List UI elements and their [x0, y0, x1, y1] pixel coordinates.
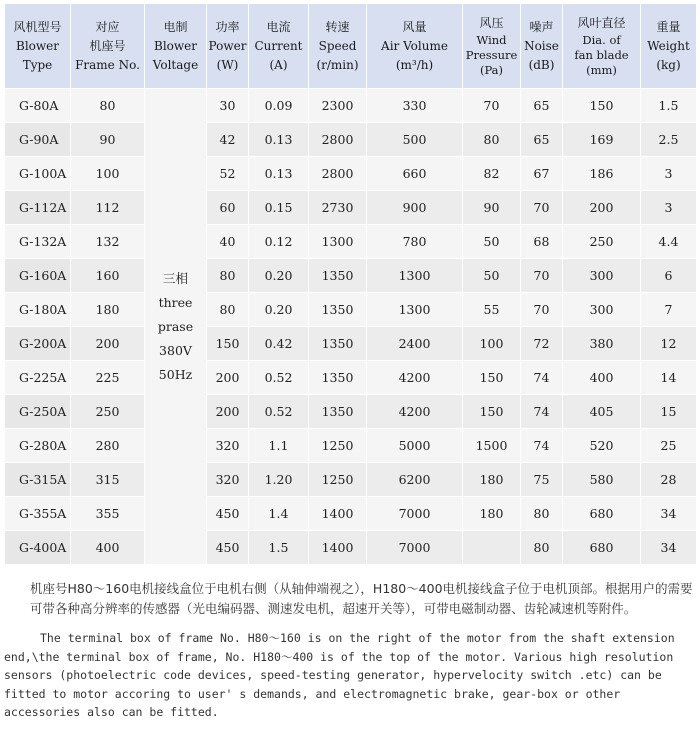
cell-weight: 25	[641, 429, 697, 463]
cell-noise: 68	[521, 225, 563, 259]
cell-blower-type: G-225A	[5, 361, 71, 395]
header-label-en: Frame No.	[75, 57, 140, 72]
cell-speed: 1400	[309, 497, 367, 531]
cell-wind-pressure: 1500	[463, 429, 521, 463]
cell-wind-pressure: 80	[463, 123, 521, 157]
header-label-en: Current	[254, 38, 303, 53]
header-power	[207, 4, 249, 89]
cell-power: 200	[207, 361, 249, 395]
header-current	[249, 4, 309, 89]
cell-weight: 2.5	[641, 123, 697, 157]
cell-noise: 70	[521, 191, 563, 225]
header-wind-pressure	[463, 4, 521, 89]
cell-power: 200	[207, 395, 249, 429]
cell-wind-pressure: 150	[463, 395, 521, 429]
cell-frame-no: 80	[71, 89, 145, 123]
table-row	[5, 327, 697, 361]
cell-fan-blade-dia: 520	[563, 429, 641, 463]
cell-current: 1.20	[249, 463, 309, 497]
header-air-volume	[367, 4, 463, 89]
cell-weight: 3	[641, 191, 697, 225]
cell-frame-no: 400	[71, 531, 145, 565]
table-row	[5, 123, 697, 157]
voltage-line: three	[158, 294, 193, 310]
header-label-en: 机座号	[89, 38, 126, 53]
header-label-en: (dB)	[528, 57, 555, 72]
cell-power: 40	[207, 225, 249, 259]
header-label-en: Pressure	[465, 48, 518, 62]
header-label-en: Type	[22, 57, 53, 72]
header-label-en: (mm)	[586, 63, 617, 77]
cell-blower-type: G-160A	[5, 259, 71, 293]
header-label-en: (Pa)	[479, 63, 504, 77]
cell-blower-type: G-90A	[5, 123, 71, 157]
header-label-en: Power	[208, 38, 247, 53]
voltage-label-zh: 三相	[162, 270, 188, 286]
cell-speed: 1250	[309, 463, 367, 497]
cell-fan-blade-dia: 300	[563, 293, 641, 327]
cell-blower-type: G-400A	[5, 531, 71, 565]
cell-air-volume: 1300	[367, 259, 463, 293]
cell-wind-pressure: 55	[463, 293, 521, 327]
cell-frame-no: 280	[71, 429, 145, 463]
blower-spec-table	[4, 3, 697, 565]
header-label-zh: 电流	[266, 19, 291, 34]
cell-wind-pressure: 50	[463, 259, 521, 293]
notes-section	[4, 579, 694, 722]
cell-speed: 1400	[309, 531, 367, 565]
cell-fan-blade-dia: 405	[563, 395, 641, 429]
cell-blower-type: G-80A	[5, 89, 71, 123]
header-label-en: (kg)	[656, 57, 681, 72]
cell-air-volume: 5000	[367, 429, 463, 463]
header-frame-no	[71, 4, 145, 89]
cell-noise: 65	[521, 89, 563, 123]
cell-speed: 1350	[309, 361, 367, 395]
cell-fan-blade-dia: 680	[563, 497, 641, 531]
cell-weight: 15	[641, 395, 697, 429]
table-row	[5, 395, 697, 429]
cell-power: 80	[207, 293, 249, 327]
header-label-en: (r/min)	[316, 57, 359, 72]
table-row	[5, 463, 697, 497]
cell-speed: 1350	[309, 327, 367, 361]
table-row	[5, 259, 697, 293]
header-label-zh: 风量	[402, 19, 427, 34]
cell-wind-pressure: 100	[463, 327, 521, 361]
cell-wind-pressure: 180	[463, 463, 521, 497]
cell-noise: 74	[521, 395, 563, 429]
cell-weight: 1.5	[641, 89, 697, 123]
header-label-en: (A)	[269, 57, 288, 72]
cell-air-volume: 6200	[367, 463, 463, 497]
cell-frame-no: 180	[71, 293, 145, 327]
cell-current: 0.20	[249, 259, 309, 293]
header-label-zh: 电制	[163, 19, 188, 34]
table-row	[5, 361, 697, 395]
cell-speed: 2800	[309, 123, 367, 157]
cell-current: 0.09	[249, 89, 309, 123]
cell-power: 150	[207, 327, 249, 361]
header-label-zh: 风压	[479, 16, 504, 30]
cell-frame-no: 225	[71, 361, 145, 395]
cell-air-volume: 4200	[367, 361, 463, 395]
cell-current: 0.52	[249, 361, 309, 395]
cell-air-volume: 780	[367, 225, 463, 259]
cell-weight: 6	[641, 259, 697, 293]
cell-wind-pressure: 90	[463, 191, 521, 225]
table-header-row	[5, 4, 697, 89]
header-label-en: fan blade	[574, 48, 629, 62]
cell-speed: 1350	[309, 259, 367, 293]
header-label-zh: 噪声	[529, 19, 554, 34]
cell-current: 1.4	[249, 497, 309, 531]
cell-fan-blade-dia: 580	[563, 463, 641, 497]
cell-air-volume: 660	[367, 157, 463, 191]
table-row	[5, 293, 697, 327]
cell-current: 0.13	[249, 157, 309, 191]
cell-frame-no: 90	[71, 123, 145, 157]
cell-weight: 34	[641, 531, 697, 565]
voltage-cell	[145, 89, 207, 565]
header-label-zh: 重量	[656, 19, 681, 34]
cell-weight: 3	[641, 157, 697, 191]
cell-blower-type: G-200A	[5, 327, 71, 361]
header-label-zh: 转速	[325, 19, 350, 34]
header-speed	[309, 4, 367, 89]
cell-weight: 14	[641, 361, 697, 395]
header-label-en: Dia. of	[582, 33, 621, 47]
table-row	[5, 191, 697, 225]
cell-power: 52	[207, 157, 249, 191]
cell-weight: 34	[641, 497, 697, 531]
cell-noise: 65	[521, 123, 563, 157]
cell-fan-blade-dia: 250	[563, 225, 641, 259]
cell-power: 30	[207, 89, 249, 123]
cell-power: 42	[207, 123, 249, 157]
cell-power: 80	[207, 259, 249, 293]
header-label-en: Wind	[476, 33, 507, 47]
cell-frame-no: 250	[71, 395, 145, 429]
table-row	[5, 531, 697, 565]
cell-noise: 80	[521, 531, 563, 565]
cell-fan-blade-dia: 300	[563, 259, 641, 293]
cell-fan-blade-dia: 186	[563, 157, 641, 191]
cell-frame-no: 112	[71, 191, 145, 225]
cell-speed: 1350	[309, 293, 367, 327]
cell-current: 0.42	[249, 327, 309, 361]
cell-blower-type: G-250A	[5, 395, 71, 429]
cell-air-volume: 500	[367, 123, 463, 157]
table-row	[5, 497, 697, 531]
cell-air-volume: 1300	[367, 293, 463, 327]
cell-air-volume: 7000	[367, 497, 463, 531]
cell-noise: 80	[521, 497, 563, 531]
cell-air-volume: 4200	[367, 395, 463, 429]
cell-blower-type: G-180A	[5, 293, 71, 327]
cell-frame-no: 315	[71, 463, 145, 497]
cell-current: 0.13	[249, 123, 309, 157]
cell-current: 0.15	[249, 191, 309, 225]
cell-wind-pressure: 180	[463, 497, 521, 531]
header-label-zh: 对应	[95, 19, 120, 34]
note-english: The terminal box of frame No. H80～160 is on the right of the motor from the shaft extension end,\the terminal box of frame, No. H180～400 is of the top of the motor. Various high resolution sensors (photoelectric code devices, speed-testing generator, hypervelocity switch .etc) can be fitted to motor accoring to user' s demands, and electromagnetic brake, gear-box or other accessories also can be fitted.	[4, 631, 675, 719]
cell-weight: 7	[641, 293, 697, 327]
cell-frame-no: 100	[71, 157, 145, 191]
cell-air-volume: 2400	[367, 327, 463, 361]
cell-power: 450	[207, 497, 249, 531]
header-label-zh: 风机型号	[13, 19, 62, 34]
cell-air-volume: 7000	[367, 531, 463, 565]
cell-fan-blade-dia: 150	[563, 89, 641, 123]
cell-noise: 74	[521, 361, 563, 395]
note-chinese: 机座号H80～160电机接线盒位于电机右侧（从轴伸端视之），H180～400电机接线盒子位于电机顶部。根据用户的需要可带各种高分辨率的传感器（光电编码器、测速发电机，超速开关等），可带电磁制动器、齿轮减速机等附件。	[30, 581, 693, 616]
cell-current: 1.1	[249, 429, 309, 463]
header-label-en: (W)	[216, 57, 239, 72]
cell-fan-blade-dia: 380	[563, 327, 641, 361]
cell-noise: 74	[521, 429, 563, 463]
header-label-en: Air Volume	[381, 38, 448, 53]
header-label-zh: 功率	[215, 19, 240, 34]
header-label-en: Voltage	[152, 57, 199, 72]
cell-weight: 12	[641, 327, 697, 361]
table-row	[5, 225, 697, 259]
header-noise	[521, 4, 563, 89]
cell-wind-pressure: 150	[463, 361, 521, 395]
header-label-en: Blower	[154, 38, 197, 53]
cell-blower-type: G-132A	[5, 225, 71, 259]
voltage-line: 50Hz	[158, 366, 193, 382]
cell-frame-no: 132	[71, 225, 145, 259]
cell-frame-no: 200	[71, 327, 145, 361]
cell-weight: 4.4	[641, 225, 697, 259]
cell-wind-pressure	[463, 531, 521, 565]
cell-air-volume: 900	[367, 191, 463, 225]
cell-wind-pressure: 50	[463, 225, 521, 259]
cell-noise: 70	[521, 259, 563, 293]
header-weight	[641, 4, 697, 89]
cell-noise: 75	[521, 463, 563, 497]
cell-noise: 67	[521, 157, 563, 191]
header-label-en: (m³/h)	[395, 57, 434, 72]
cell-speed: 2800	[309, 157, 367, 191]
cell-frame-no: 355	[71, 497, 145, 531]
cell-blower-type: G-315A	[5, 463, 71, 497]
cell-speed: 1300	[309, 225, 367, 259]
cell-fan-blade-dia: 680	[563, 531, 641, 565]
cell-power: 450	[207, 531, 249, 565]
cell-current: 0.52	[249, 395, 309, 429]
header-label-en: Blower	[16, 38, 59, 53]
cell-current: 0.12	[249, 225, 309, 259]
table-body	[5, 89, 697, 565]
header-label-en: Speed	[318, 38, 357, 53]
cell-fan-blade-dia: 400	[563, 361, 641, 395]
cell-speed: 2730	[309, 191, 367, 225]
cell-speed: 1250	[309, 429, 367, 463]
voltage-line: prase	[157, 318, 194, 334]
table-row	[5, 157, 697, 191]
cell-weight: 28	[641, 463, 697, 497]
cell-air-volume: 330	[367, 89, 463, 123]
header-fan-blade-dia	[563, 4, 641, 89]
cell-speed: 1350	[309, 395, 367, 429]
cell-wind-pressure: 82	[463, 157, 521, 191]
cell-noise: 72	[521, 327, 563, 361]
cell-power: 320	[207, 429, 249, 463]
cell-frame-no: 160	[71, 259, 145, 293]
cell-power: 60	[207, 191, 249, 225]
cell-blower-type: G-355A	[5, 497, 71, 531]
table-row	[5, 89, 697, 123]
cell-fan-blade-dia: 169	[563, 123, 641, 157]
header-label-en: Noise	[524, 38, 559, 53]
cell-current: 1.5	[249, 531, 309, 565]
voltage-line: 380V	[159, 342, 192, 358]
header-label-en: Weight	[647, 38, 690, 53]
cell-fan-blade-dia: 200	[563, 191, 641, 225]
cell-power: 320	[207, 463, 249, 497]
header-label-zh: 风叶直径	[577, 16, 626, 30]
header-blower-voltage	[145, 4, 207, 89]
cell-noise: 70	[521, 293, 563, 327]
cell-current: 0.20	[249, 293, 309, 327]
cell-blower-type: G-112A	[5, 191, 71, 225]
header-blower-type	[5, 4, 71, 89]
cell-blower-type: G-100A	[5, 157, 71, 191]
cell-blower-type: G-280A	[5, 429, 71, 463]
cell-speed: 2300	[309, 89, 367, 123]
cell-wind-pressure: 70	[463, 89, 521, 123]
table-row	[5, 429, 697, 463]
